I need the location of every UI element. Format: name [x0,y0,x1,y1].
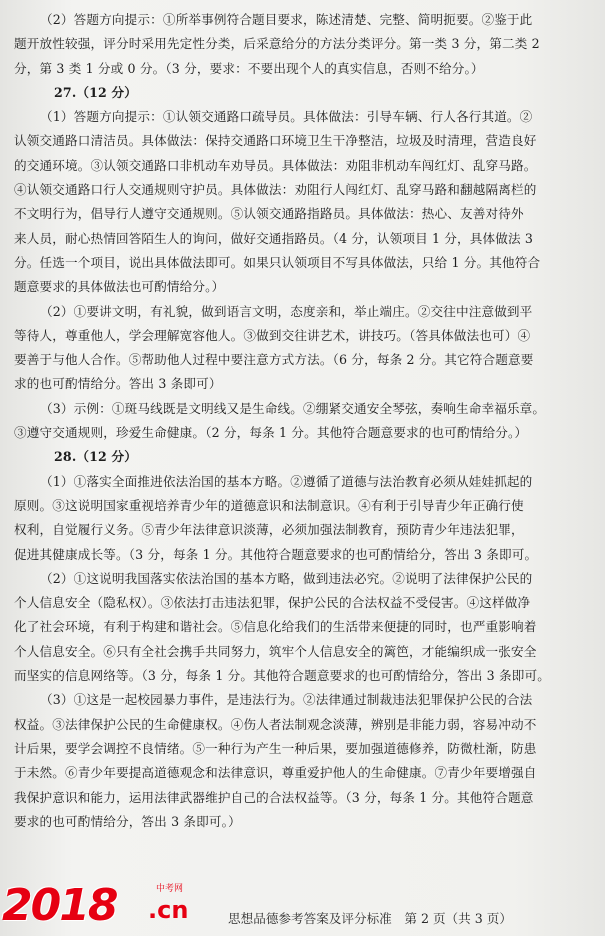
text-line: 个人信息安全。⑥只有全社会携手共同努力，筑牢个人信息安全的篱笆，才能编织成一张安全 [14,643,537,659]
text-line: 促进其健康成长等。（3 分，每条 1 分。其他符合题意要求的也可酌情给分，答出 3 条即可。 [14,546,538,562]
question-heading-28: 28.（12 分） [54,449,137,465]
text-line: 分。任选一个项目，说出具体做法即可。如果只认领项目不写具体做法，只给 1 分。其他符合 [14,254,541,270]
question-heading-27: 27.（12 分） [54,84,137,100]
text-line: 要求的也可酌情给分，答出 3 条即可。） [14,813,241,829]
text-line: 来人员，耐心热情回答陌生人的询问，做好交通指路员。（4 分，认领项目 1 分，具体做法 3 [14,230,534,246]
answer-text [14,8,600,834]
watermark-year: 2018 [2,880,117,931]
text-line: 个人信息安全（隐私权）。③依法打击违法犯罪，保护公民的合法权益不受侵害。④这样做净 [14,595,531,611]
text-line: 求的也可酌情给分。答出 3 条即可） [14,376,222,392]
text-line: 认领交通路口清洁员。具体做法：保持交通路口环境卫生干净整洁，垃圾及时清理，营造良好 [14,133,537,149]
text-line: 不文明行为，倡导行人遵守交通规则。⑤认领交通路指路员。具体做法：热心、友善对待外 [14,206,524,222]
text-line: （1）①落实全面推进依法治国的基本方略。②遵循了道德与法治教育必须从娃娃抓起的 [40,473,533,489]
watermark-domain: .cn [148,896,189,924]
text-line: （2）①要讲文明，有礼貌，做到语言文明，态度亲和，举止端庄。②交往中注意做到平 [40,303,533,319]
text-line: 我保护意识和能力，运用法律武器维护自己的合法权益等。（3 分，每条 1 分。其他符合题意 [14,789,534,805]
text-line: 分，第 3 类 1 分或 0 分。（3 分，要求：不要出现个人的真实信息，否则不给分。） [14,60,484,76]
watermark-site-name: 中考网 [156,884,184,894]
text-line: （1）答题方向提示：①认领交通路口疏导员。具体做法：引导车辆、行人各行其道。② [40,109,533,125]
text-line: 而坚实的信息网络等。（3 分，每条 1 分。其他符合题意要求的也可酌情给分，答出 3 条即可。 [14,668,550,684]
text-line: 题开放性较强，评分时采用先定性分类，后采意给分的方法分类评分。第一类 3 分，第二类 2 [14,36,540,52]
text-line: 权益。③法律保护公民的生命健康权。④伤人者法制观念淡薄，辨别是非能力弱，容易冲动不 [14,716,537,732]
text-line: （2）①这说明我国落实依法治国的基本方略，做到违法必究。②说明了法律保护公民的 [40,570,533,586]
text-line: （3）示例：①斑马线既是文明线又是生命线。②绷紧交通安全琴弦，奏响生命幸福乐章。 [40,400,546,416]
text-line: 要善于与他人合作。⑤帮助他人过程中要注意方式方法。（6 分，每条 2 分。其它符合题意要 [14,352,534,368]
text-line: 题意要求的具体做法也可酌情给分。） [14,279,225,295]
text-line: ③遵守交通规则，珍爱生命健康。（2 分，每条 1 分。其他符合题意要求的也可酌情给分。） [14,425,528,441]
text-line: 化了社会环境，有利于构建和谐社会。⑤信息化给我们的生活带来便捷的同时，也严重影响着 [14,619,537,635]
page-footer: 思想品德参考答案及评分标准 第 2 页（共 3 页） [228,911,512,926]
text-line: 权利，自觉履行义务。⑤青少年法律意识淡薄，必须加强法制教育，预防青少年违法犯罪， [14,522,524,538]
text-line: 计后果，要学会调控不良情绪。⑤一种行为产生一种后果，要加强道德修养，防微杜渐，防患 [14,740,537,756]
site-watermark-logo [2,880,202,934]
text-line: （2）答题方向提示：①所举事例符合题目要求，陈述清楚、完整、简明扼要。②鉴于此 [40,12,533,27]
text-line: 于未然。⑥青少年要提高道德观念和法律意识，尊重爱护他人的生命健康。⑦青少年要增强自 [14,765,537,781]
text-line: ④认领交通路口行人交通规则守护员。具体做法：劝阻行人闯红灯、乱穿马路和翻越隔离栏的 [14,182,537,198]
text-line: （3）①这是一起校园暴力事件，是违法行为。②法律通过制裁违法犯罪保护公民的合法 [40,692,533,708]
text-line: 原则。③这说明国家重视培养青少年的道德意识和法制意识。④有利于引导青少年正确行使 [14,497,524,513]
text-line: 等待人，尊重他人，学会理解宽容他人。③做到交往讲艺术，讲技巧。（答具体做法也可）④ [14,327,531,343]
text-line: 的交通环境。③认领交通路口非机动车劝导员。具体做法：劝阻非机动车闯红灯、乱穿马路。 [14,157,537,173]
